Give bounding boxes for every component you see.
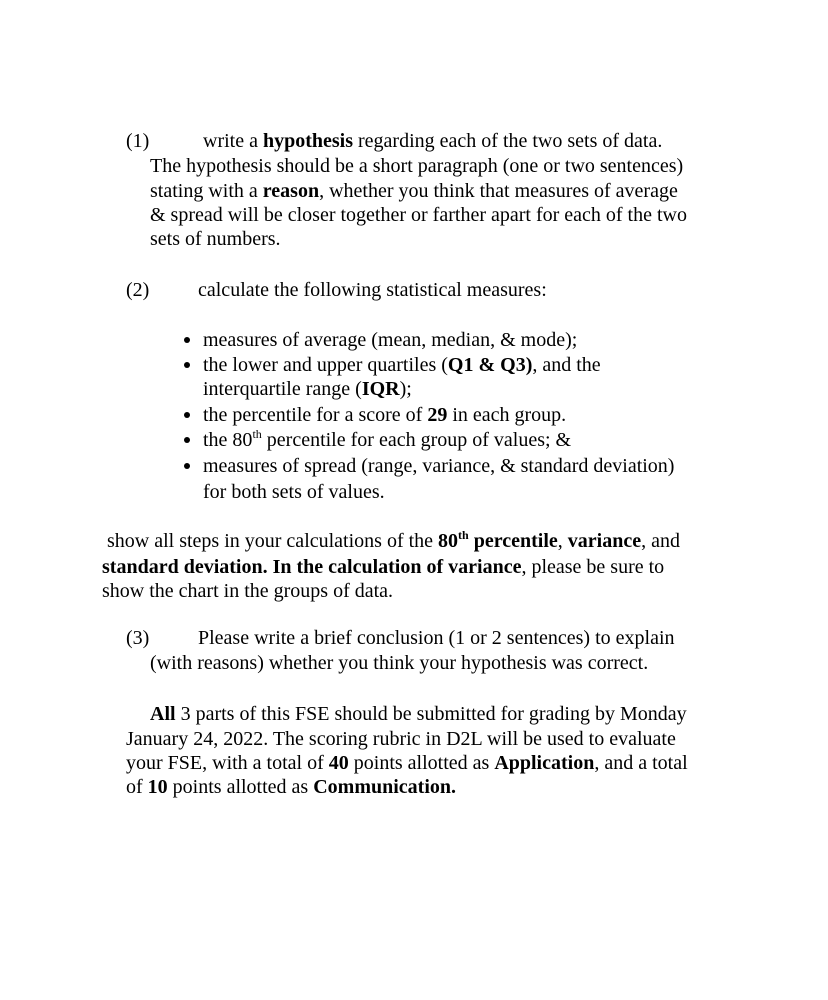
bold-text: 10 [147, 776, 168, 798]
text: , whether you think that measures of average [319, 180, 678, 202]
bullet-item [203, 454, 674, 478]
section-1-number: (1) [126, 130, 150, 152]
text: January 24, 2022. The scoring rubric in D2L will be used to evaluate [126, 728, 676, 750]
text: , [557, 530, 568, 552]
bullet-item-continued [203, 480, 385, 504]
section-3-number: (3) [126, 627, 150, 649]
bold-text: standard deviation. In the calculation of variance [102, 556, 522, 578]
text: the 80 [203, 429, 253, 451]
text: Please write a brief conclusion (1 or 2 sentences) to explain [198, 627, 675, 649]
superscript [458, 528, 469, 542]
bullet-icon [184, 437, 190, 443]
bullet-item-continued [203, 377, 412, 401]
bold-text: 29 [427, 404, 448, 426]
text: percentile for each group of values; & [261, 429, 572, 451]
text: regarding each of the two sets of data. [353, 130, 663, 152]
bullet-icon [184, 463, 190, 469]
text: interquartile range ( [203, 378, 362, 400]
bold-text: hypothesis [262, 130, 354, 152]
bold-text: reason [262, 180, 320, 202]
text: The hypothesis should be a short paragraph (one or two sentences) [150, 155, 684, 177]
instructions-line [102, 579, 393, 603]
text: points allotted as [167, 776, 314, 798]
text: in each group. [447, 404, 567, 426]
text: points allotted as [348, 752, 495, 774]
text: stating with a [150, 180, 263, 202]
submission-line [126, 775, 456, 799]
text: ); [399, 378, 412, 400]
section-1-line [150, 227, 281, 251]
text: of [126, 776, 148, 798]
section-2-number: (2) [126, 279, 150, 301]
text: , and [641, 530, 680, 552]
bold-text: Q1 & Q3) [447, 354, 533, 376]
submission-line [150, 702, 687, 726]
text: , please be sure to [521, 556, 665, 578]
text: , and the [532, 354, 601, 376]
text: (with reasons) whether you think your hypothesis was correct. [150, 652, 649, 674]
bullet-icon [184, 362, 190, 368]
instructions-line [102, 529, 680, 553]
section-3-line [150, 651, 648, 675]
bullet-item [203, 428, 571, 452]
bullet-item [203, 403, 566, 427]
bullet-icon [184, 337, 190, 343]
bullet-icon [184, 412, 190, 418]
bold-text: IQR [361, 378, 400, 400]
section-2-intro [198, 278, 547, 302]
text: sets of numbers. [150, 228, 281, 250]
text: for both sets of values. [203, 481, 385, 503]
bullet-item [203, 353, 601, 377]
text: show the chart in the groups of data. [102, 580, 394, 602]
section-1-line [150, 179, 678, 203]
section-1-line [150, 203, 687, 227]
bold-text: All [150, 703, 176, 725]
bold-text: th [458, 528, 469, 542]
submission-line [126, 727, 676, 751]
superscript [252, 427, 261, 441]
text: , and a total [594, 752, 688, 774]
text: calculate the following statistical measures: [198, 279, 547, 301]
instructions-line [102, 555, 664, 579]
text: measures of average (mean, median, & mode); [203, 329, 578, 351]
text: measures of spread (range, variance, & standard deviation) [203, 455, 675, 477]
text: & spread will be closer together or farther apart for each of the two [150, 204, 687, 226]
text: the percentile for a score of [203, 404, 428, 426]
text: 3 parts of this FSE should be submitted for grading by Monday [175, 703, 687, 725]
bullet-item [203, 328, 577, 352]
text: th [252, 427, 262, 441]
section-1-line [150, 154, 683, 178]
section-3-line [198, 626, 675, 650]
text: show all steps in your calculations of the [102, 530, 439, 552]
text: your FSE, with a total of [126, 752, 329, 774]
bold-text: variance [567, 530, 642, 552]
submission-line [126, 751, 688, 775]
bold-text: 40 [328, 752, 349, 774]
bold-text: Application [494, 752, 595, 774]
bold-text: 80 [438, 530, 459, 552]
bold-text: Communication. [313, 776, 457, 798]
text: write a [203, 130, 263, 152]
bold-text: percentile [468, 530, 558, 552]
section-1-line [203, 129, 662, 153]
text: the lower and upper quartiles ( [203, 354, 448, 376]
